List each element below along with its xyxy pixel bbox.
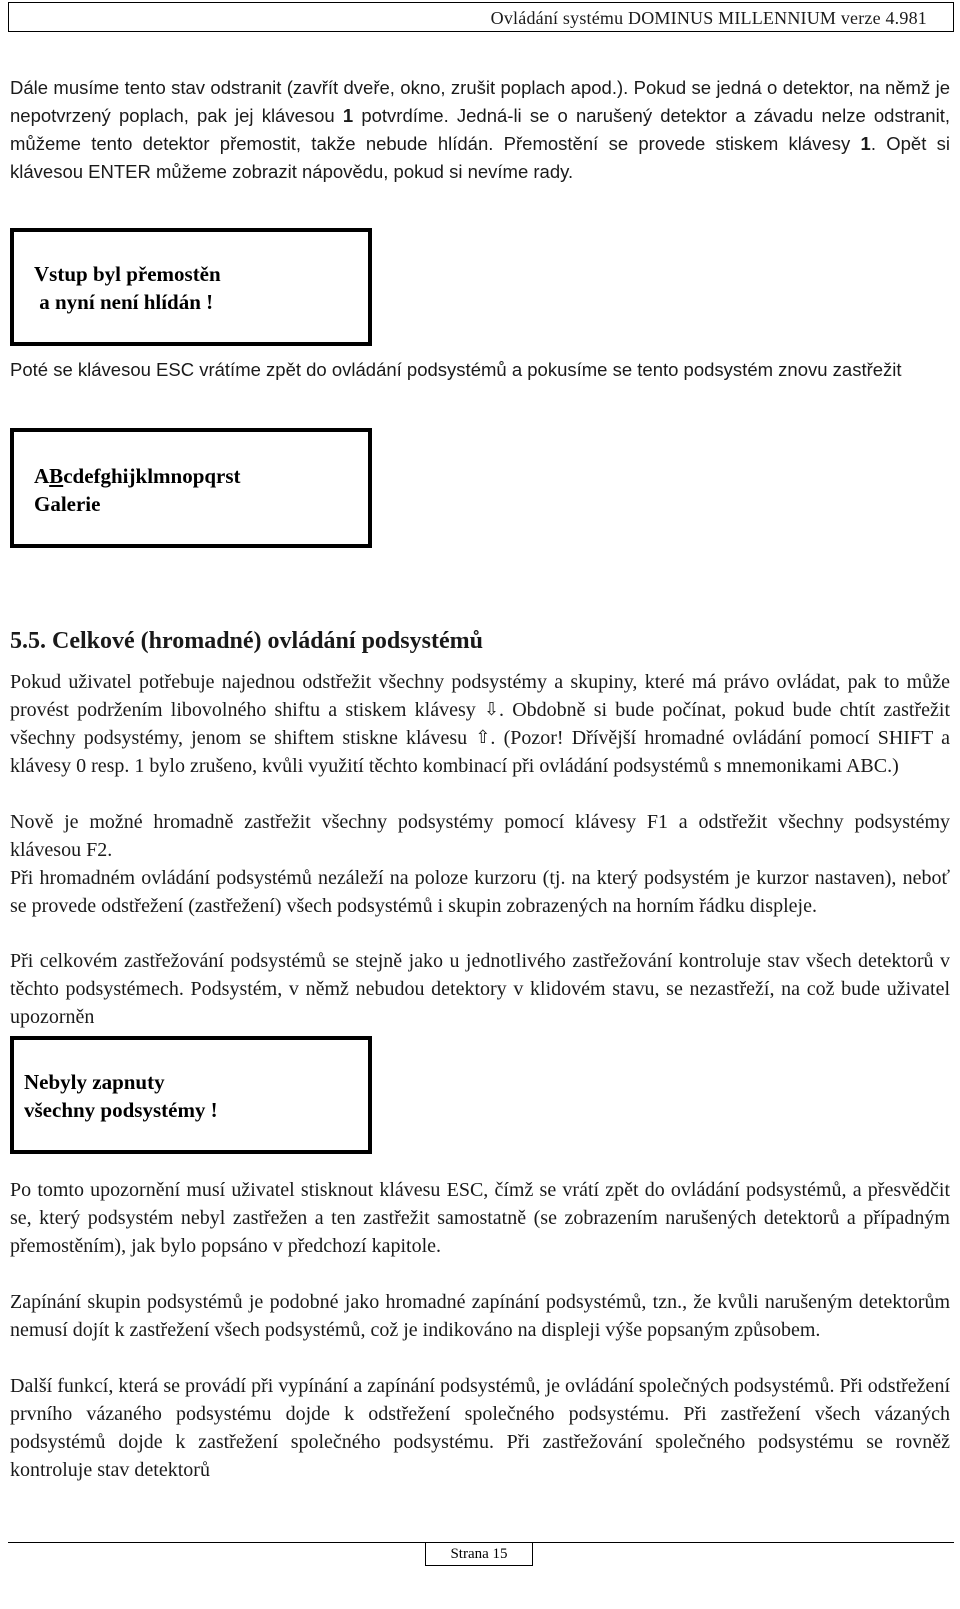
- lcd-display-subsystems: [10, 428, 372, 548]
- body-paragraph-1: [10, 668, 950, 780]
- lcd-letter-a: A: [34, 464, 50, 488]
- intro-key-2: 1: [860, 133, 871, 154]
- section-title: 5.5. Celkové (hromadné) ovládání podsystémů: [10, 628, 483, 654]
- intro-text-a: Dále musíme tento stav odstranit (zavřít dveře, okno, zrušit poplach apod.). Pokud se jedná o detektor, na němž je nepotvrzený poplach, pak jej klávesou: [10, 77, 950, 126]
- body-paragraph-4: Při celkovém zastřežování podsystémů se stejně jako u jednotlivého zastřežování kontroluje stav všech detektorů v těchto podsystémech. Podsystém, v němž nebudou detektory v klidovém stavu, se nezastřeží, na což bude uživatel upozorněn: [10, 950, 950, 1028]
- lcd-display-warning: [10, 1036, 372, 1154]
- intro-paragraph: [10, 74, 950, 186]
- arrow-down-icon: ⇩: [483, 699, 500, 720]
- body-paragraph-5: Po tomto upozornění musí uživatel stisknout klávesu ESC, čímž se vrátí zpět do ovládání podsystémů, a přesvědčit se, který podsystém nebyl zastřežen a ten zastřežit samostatně (se zobrazením narušených detektorů a případným přemostěním), jak bylo popsáno v předchozí kapitole.: [10, 1179, 950, 1257]
- lcd-line-1: Vstup byl přemostěn: [34, 262, 221, 286]
- body-paragraph-3: Při hromadném ovládání podsystémů nezáleží na poloze kurzoru (tj. na který podsystém je kurzor nastaven), neboť se provede odstřežení (zastřežení) všech podsystémů i skupin zobrazených na horním řádku displeje.: [10, 867, 950, 917]
- intro-text-b: potvrdíme. Jedná-li se o narušený detektor a závadu nelze odstranit, můžeme tento detektor přemostit, takže nebude hlídán. Přemostění se provede stiskem klávesy: [10, 105, 950, 154]
- lcd-line-galerie: Galerie: [34, 492, 101, 516]
- arrow-up-icon: ⇧: [475, 727, 491, 748]
- body-paragraph-6: Zapínání skupin podsystémů je podobné jako hromadné zapínání podsystémů, tzn., že kvůli narušeným detektorům nemusí dojít k zastřežení všech podsystémů, což je indikováno na displeji výše popsaným způsobem.: [10, 1291, 950, 1341]
- lcd-warning-line-1: Nebyly zapnuty: [24, 1070, 165, 1094]
- page-number: Strana 15: [425, 1542, 533, 1566]
- lcd-subsystem-letters: [34, 464, 241, 489]
- body-paragraph-2: Nově je možné hromadně zastřežit všechny podsystémy pomocí klávesy F1 a odstřežit všechny podsystémy klávesou F2.: [10, 811, 950, 861]
- lcd-warning-line-2: všechny podsystémy !: [24, 1098, 218, 1122]
- lcd-letter-b-cursor: B: [49, 464, 64, 488]
- lcd-line-2: a nyní není hlídán !: [34, 290, 214, 314]
- body-text-a: Pokud uživatel potřebuje najednou odstřežit všechny podsystémy a skupiny, které má právo ovládat, pak to může provést podržením libovolného shiftu a stiskem klávesy: [10, 671, 950, 721]
- page-header: [8, 2, 954, 32]
- body-text-b: . Obdobně si bude počínat, pokud bude chtít zastřežit všechny podsystémy, jenom se shiftem stiskne klávesu: [10, 699, 951, 749]
- body-text-c: . (Pozor! Dřívější hromadné ovládání pomocí SHIFT a klávesy 0 resp. 1 bylo zrušeno, kvůli využití těchto kombinací při ovládání podsystémů s mnemonikami ABC.): [10, 727, 950, 777]
- intro-key-1: 1: [342, 105, 354, 126]
- lcd-letters-rest: cdefghijklmnopqrst: [63, 464, 241, 488]
- esc-paragraph: Poté se klávesou ESC vrátíme zpět do ovládání podsystémů a pokusíme se tento podsystém znovu zastřežit: [10, 359, 902, 380]
- intro-text-c: . Opět si klávesou ENTER můžeme zobrazit nápovědu, pokud si nevíme rady.: [10, 133, 951, 182]
- lcd-display-bypass: [10, 228, 372, 346]
- header-title: Ovládání systému DOMINUS MILLENNIUM verze 4.981: [490, 8, 927, 28]
- body-paragraph-7: Další funkcí, která se provádí při vypínání a zapínání podsystémů, je ovládání společných podsystémů. Při odstřežení prvního vázaného podsystému dojde k odstřežení společného podsystému. Při zastřežení všech vázaných podsystémů dojde k zastřežení společného podsystému. Při zastřežování společného podsystému se rovněž kontroluje stav detektorů: [10, 1375, 950, 1481]
